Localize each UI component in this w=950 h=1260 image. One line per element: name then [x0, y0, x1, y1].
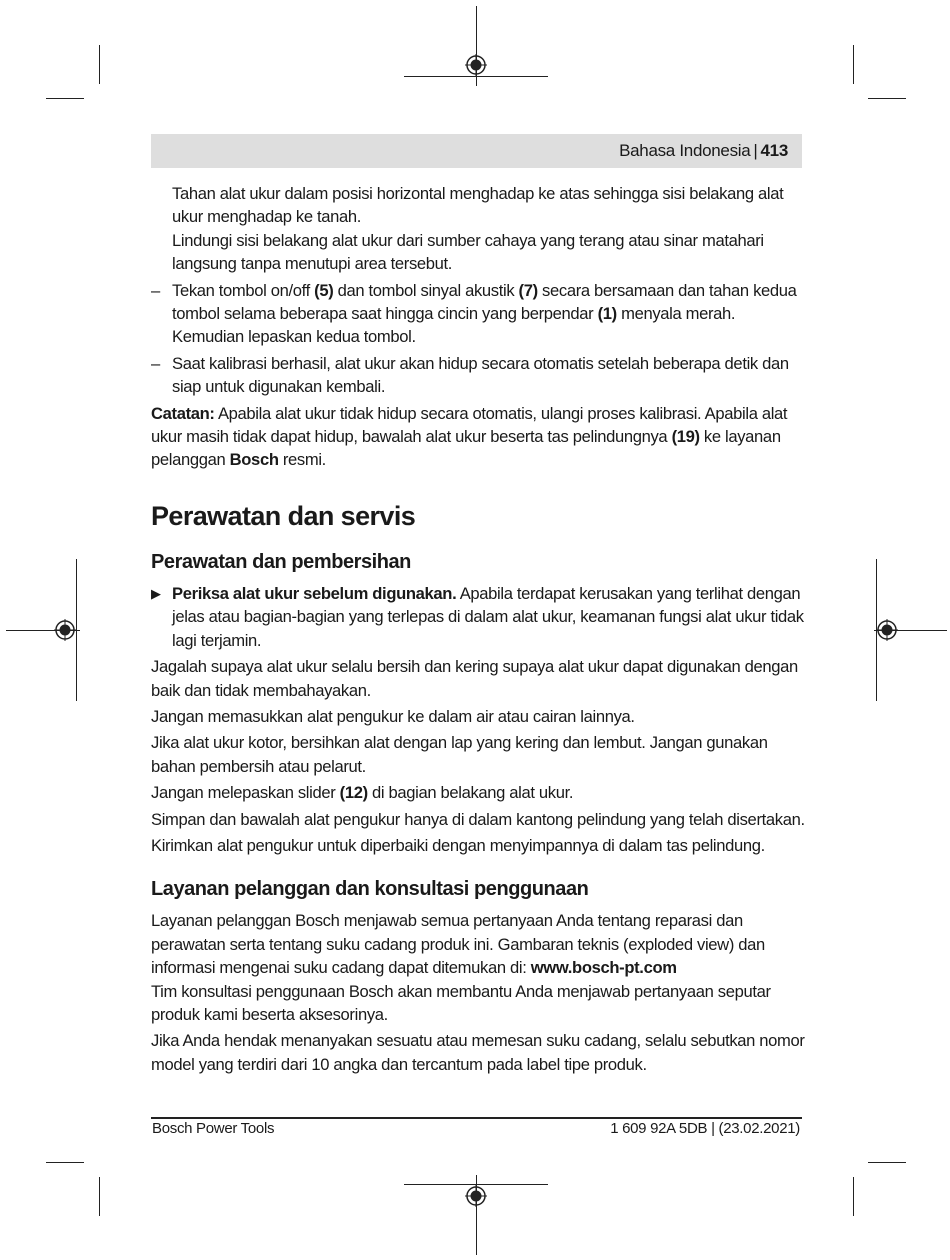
list-item-text: Tekan tombol on/off [172, 280, 315, 300]
paragraph [151, 781, 811, 804]
dash-bullet: – [151, 353, 160, 373]
crop-mark-bottom-left-v [99, 1177, 100, 1216]
header-language: Bahasa Indonesia [619, 141, 751, 160]
registration-line-left-v [76, 559, 77, 701]
subsection-heading: Perawatan dan pembersihan [151, 550, 411, 573]
brand-name: Bosch [229, 450, 279, 470]
triangle-bullet-icon: ▶ [151, 585, 161, 601]
footer-publisher: Bosch Power Tools [152, 1120, 275, 1137]
dash-bullet: – [151, 280, 160, 300]
ref-number: (12) [339, 783, 368, 803]
header-separator: | [753, 141, 758, 160]
crop-mark-bottom-right-h [868, 1162, 906, 1163]
subsection-heading: Layanan pelanggan dan konsultasi penggunaan [151, 878, 589, 901]
note-text: resmi. [278, 450, 326, 470]
registration-target-icon [465, 54, 487, 76]
page-number: 413 [760, 141, 788, 160]
paragraph: Jangan memasukkan alat pengukur ke dalam air atau cairan lainnya. [151, 706, 635, 726]
crop-mark-top-right-h [868, 98, 906, 99]
paragraph: Jagalah supaya alat ukur selalu bersih dan kering supaya alat ukur dapat digunakan dengan baik dan tidak membahayakan. [151, 657, 798, 700]
warning-item [151, 582, 811, 652]
warning-text: Apabila terdapat kerusakan yang terlihat dengan jelas atau bagian-bagian yang terlepas di dalam alat ukur, keamanan fungsi alat ukur tidak lagi terjamin. [172, 583, 804, 650]
intro-paragraph: Lindungi sisi belakang alat ukur dari sumber cahaya yang terang atau sinar matahari langsung tanpa menutupi area tersebut. [172, 230, 764, 274]
crop-mark-top-left-h [46, 98, 84, 99]
registration-line-top-h [404, 76, 548, 77]
registration-target-icon [54, 619, 76, 641]
section-heading: Perawatan dan servis [151, 500, 416, 531]
note-text: ke layanan pelanggan [151, 427, 781, 470]
page-header [151, 134, 802, 168]
paragraph: Kirimkan alat pengukur untuk diperbaiki dengan menyimpannya di dalam tas pelindung. [151, 835, 765, 855]
paragraph-text: Layanan pelanggan Bosch menjawab semua pertanyaan Anda tentang reparasi dan perawatan serta tentang suku cadang produk ini. Gambaran teknis (exploded view) dan informasi mengenai suku cadang dapat ditemukan di: [151, 911, 765, 978]
paragraph: Simpan dan bawalah alat pengukur hanya di dalam kantong pelindung yang telah disertakan. [151, 809, 805, 829]
footer-rule [151, 1117, 802, 1119]
note-paragraph [151, 402, 811, 472]
registration-target-icon [876, 619, 898, 641]
page-content [151, 182, 811, 1076]
crop-mark-bottom-right-v [853, 1177, 854, 1216]
crop-mark-bottom-left-h [46, 1162, 84, 1163]
list-item [151, 279, 811, 349]
footer-doc-id: 1 609 92A 5DB | (23.02.2021) [610, 1120, 800, 1137]
list-item-text: dan tombol sinyal akustik [333, 280, 519, 300]
list-item-text: Saat kalibrasi berhasil, alat ukur akan hidup secara otomatis setelah beberapa detik dan siap untuk digunakan kembali. [172, 353, 789, 397]
ref-number: (7) [518, 280, 538, 300]
registration-target-icon [465, 1185, 487, 1207]
list-item-text: menyala merah. Kemudian lepaskan kedua tombol. [172, 304, 736, 347]
paragraph: Jika alat ukur kotor, bersihkan alat dengan lap yang kering dan lembut. Jangan gunakan bahan pembersih atau pelarut. [151, 733, 768, 776]
intro-paragraph: Tahan alat ukur dalam posisi horizontal menghadap ke atas sehingga sisi belakang alat ukur menghadap ke tanah. [172, 184, 784, 227]
paragraph: Tim konsultasi penggunaan Bosch akan membantu Anda menjawab pertanyaan seputar produk kami beserta aksesorinya. [151, 981, 771, 1024]
ref-number: (5) [314, 280, 334, 300]
paragraph [151, 909, 811, 979]
note-text: Apabila alat ukur tidak hidup secara otomatis, ulangi proses kalibrasi. Apabila alat ukur masih tidak dapat hidup, bawalah alat ukur beserta tas pelindungnya [151, 403, 788, 447]
crop-mark-top-left-v [99, 45, 100, 84]
note-label: Catatan: [151, 403, 215, 423]
paragraph-text: di bagian belakang alat ukur. [367, 783, 574, 803]
ref-number: (19) [671, 427, 700, 447]
website-link[interactable]: www.bosch-pt.com [530, 958, 677, 978]
crop-mark-top-right-v [853, 45, 854, 84]
list-item [151, 352, 811, 399]
paragraph: Jika Anda hendak menanyakan sesuatu atau memesan suku cadang, selalu sebutkan nomor model yang terdiri dari 10 angka dan tercantum pada label tipe produk. [151, 1031, 805, 1074]
paragraph-text: Jangan melepaskan slider [151, 783, 340, 803]
warning-bold-text: Periksa alat ukur sebelum digunakan. [172, 583, 457, 603]
list-item-text: secara bersamaan dan tahan kedua tombol selama beberapa saat hingga cincin yang berpendar [172, 280, 797, 324]
header-text [619, 141, 788, 161]
ref-number: (1) [597, 304, 617, 324]
